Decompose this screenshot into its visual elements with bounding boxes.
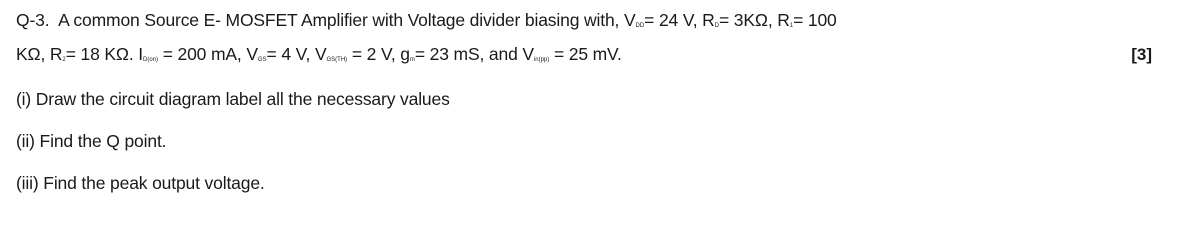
r1-value: = 100 bbox=[793, 10, 837, 30]
vdd-value: = 24 V, R bbox=[644, 10, 715, 30]
question-line-1 bbox=[16, 9, 837, 37]
question-number: Q-3. bbox=[16, 10, 50, 30]
vin-subscript: in(pp) bbox=[533, 57, 550, 63]
r1-subscript: 1 bbox=[789, 23, 794, 29]
vgs-subscript: GS bbox=[257, 57, 267, 63]
r2-subscript: 2 bbox=[62, 57, 66, 63]
part-ii: (ii) Find the Q point. bbox=[16, 131, 167, 151]
vdd-subscript: DD bbox=[635, 23, 645, 29]
rd-value: = 3KΩ, R bbox=[719, 10, 790, 30]
vgs-value: = 4 V, V bbox=[266, 44, 327, 64]
marks-label: [3] bbox=[1131, 45, 1152, 64]
question-line-2 bbox=[16, 43, 622, 71]
r1-unit: KΩ, R bbox=[16, 44, 63, 64]
gm-value: = 23 mS, and V bbox=[414, 44, 534, 64]
part-i: (i) Draw the circuit diagram label all the necessary values bbox=[16, 89, 450, 109]
rd-subscript: D bbox=[714, 23, 719, 29]
question-intro: A common Source E- MOSFET Amplifier with Voltage divider biasing with, V bbox=[58, 10, 636, 30]
vth-value: = 2 V, g bbox=[347, 44, 410, 64]
vth-subscript: GS(TH) bbox=[326, 57, 348, 63]
gm-subscript: m bbox=[409, 57, 415, 63]
id-value: = 200 mA, V bbox=[158, 44, 258, 64]
id-subscript: D(on) bbox=[142, 57, 158, 63]
part-iii: (iii) Find the peak output voltage. bbox=[16, 173, 265, 193]
vin-value: = 25 mV. bbox=[549, 44, 622, 64]
r2-value: = 18 KΩ. I bbox=[65, 44, 143, 64]
